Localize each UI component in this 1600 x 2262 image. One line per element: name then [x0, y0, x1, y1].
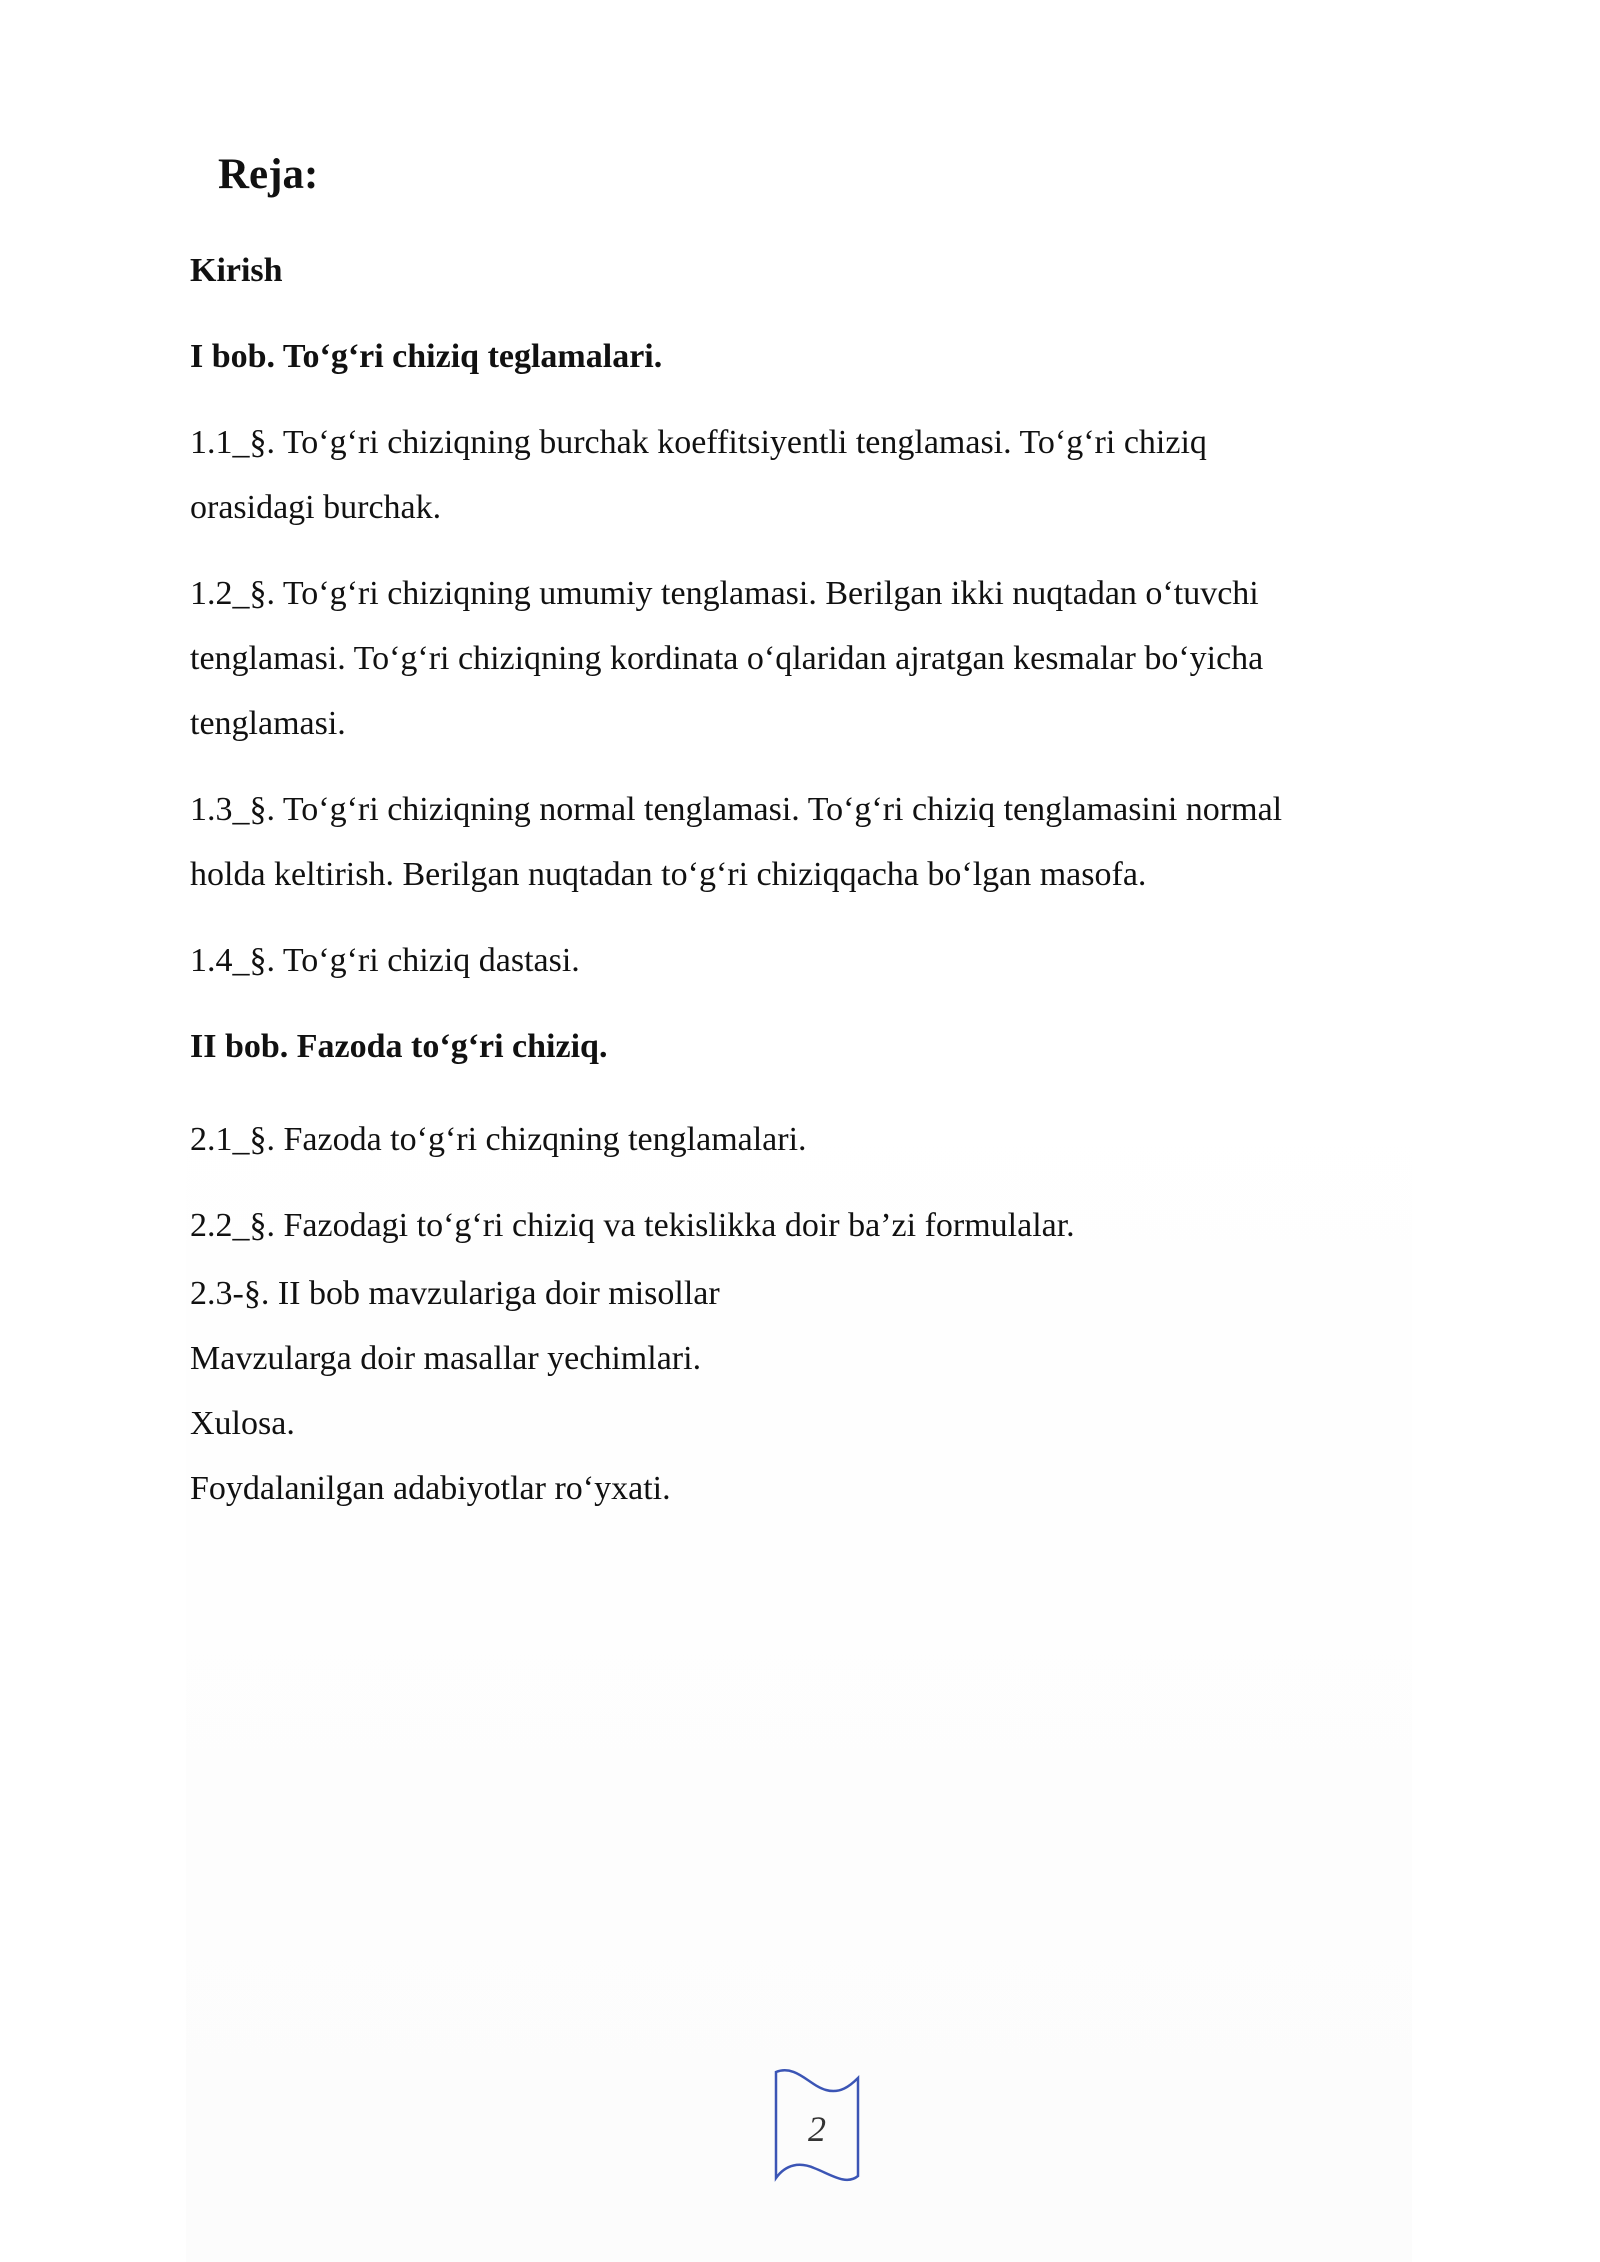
toc-section-1-2-line-1: 1.2_§. To‘g‘ri chiziqning umumiy tenglamasi. Berilgan ikki nuqtadan o‘tuvchi — [190, 575, 1259, 612]
toc-section-1-3-line-1: 1.3_§. To‘g‘ri chiziqning normal tenglamasi. To‘g‘ri chiziq tenglamasini normal — [190, 791, 1283, 828]
plan-title: Reja: — [218, 151, 319, 198]
toc-section-1-2-line-3: tenglamasi. — [190, 705, 346, 742]
page-number-ribbon — [770, 2064, 864, 2186]
toc-section-1-2-line-2: tenglamasi. To‘g‘ri chiziqning kordinata o‘qlaridan ajratgan kesmalar bo‘yicha — [190, 640, 1264, 677]
toc-references: Foydalanilgan adabiyotlar ro‘yxati. — [190, 1470, 671, 1507]
toc-section-2-1: 2.1_§. Fazoda to‘g‘ri chizqning tenglamalari. — [190, 1121, 807, 1158]
toc-section-2-2: 2.2_§. Fazodagi to‘g‘ri chiziq va tekislikka doir ba’zi formulalar. — [190, 1207, 1075, 1244]
toc-section-1-1-line-1: 1.1_§. To‘g‘ri chiziqning burchak koeffitsiyentli tenglamasi. To‘g‘ri chiziq — [190, 424, 1207, 461]
toc-chapter-1: I bob. To‘g‘ri chiziq teglamalari. — [190, 338, 663, 375]
toc-section-1-4: 1.4_§. To‘g‘ri chiziq dastasi. — [190, 942, 580, 979]
toc-section-2-3: 2.3-§. II bob mavzulariga doir misollar — [190, 1275, 720, 1312]
toc-section-1-1-line-2: orasidagi burchak. — [190, 489, 442, 526]
page-number: 2 — [808, 2109, 826, 2149]
toc-intro: Kirish — [190, 252, 283, 289]
toc-solutions: Mavzularga doir masallar yechimlari. — [190, 1340, 702, 1377]
toc-chapter-2: II bob. Fazoda to‘g‘ri chiziq. — [190, 1028, 608, 1065]
toc-conclusion: Xulosa. — [190, 1405, 295, 1442]
toc-section-1-3-line-2: holda keltirish. Berilgan nuqtadan to‘g‘ri chiziqqacha bo‘lgan masofa. — [190, 856, 1147, 893]
